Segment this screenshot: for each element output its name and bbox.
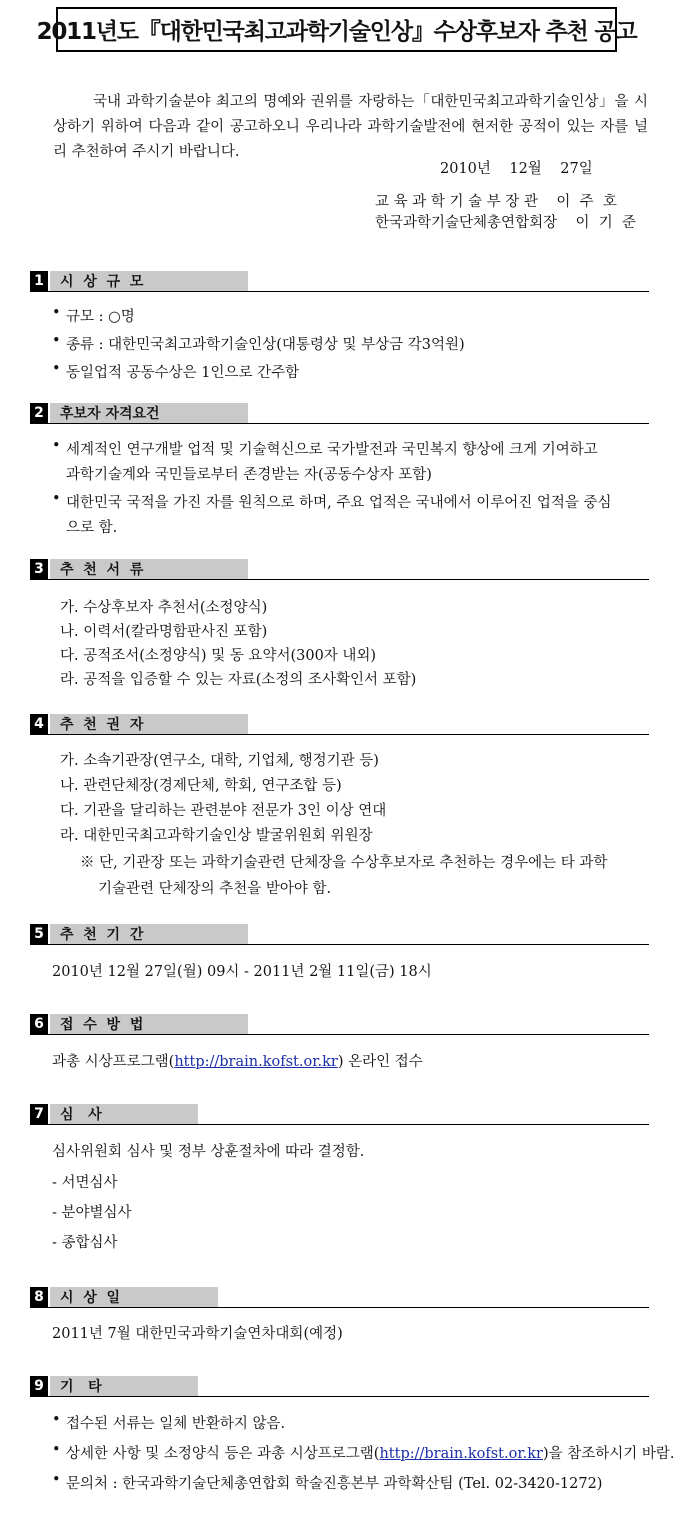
title-box — [36, 7, 637, 52]
brain-link[interactable]: http://brain.kofst.or.kr — [174, 1054, 338, 1070]
list-item: • 접수된 서류는 일체 반환하지 않음. — [66, 1412, 285, 1433]
list-item: - 서면심사 — [52, 1175, 118, 1191]
section-label: 후보자 자격요건 — [50, 403, 248, 423]
section-number: 2 — [30, 403, 48, 423]
list-item: • 종류 : 대한민국최고과학기술인상(대통령상 및 부상금 각3억원) — [66, 333, 465, 354]
brain-link[interactable]: http://brain.kofst.or.kr — [379, 1446, 543, 1462]
list-item-continuation: 과학기술계와 국민들로부터 존경받는 자(공동수상자 포함) — [66, 467, 432, 483]
section-rule — [30, 1124, 649, 1125]
reference-suffix: )을 참조하시기 바람. — [542, 1446, 675, 1462]
section-label: 추 천 권 자 — [50, 714, 248, 734]
section-rule — [30, 579, 649, 580]
review-intro: 심사위원회 심사 및 정부 상훈절차에 따라 결정함. — [52, 1144, 365, 1160]
section-label: 추 천 서 류 — [50, 559, 248, 579]
note-text-continuation: 기술관련 단체장의 추천을 받아야 함. — [98, 881, 332, 897]
section-rule — [30, 423, 649, 424]
intro-paragraph — [53, 90, 648, 165]
submission-suffix: ) 온라인 접수 — [337, 1054, 423, 1070]
section-label: 시 상 일 — [50, 1287, 218, 1307]
list-item-continuation: 으로 함. — [66, 520, 118, 536]
section-number: 7 — [30, 1104, 48, 1124]
list-item: 나. 관련단체장(경제단체, 학회, 연구조합 등) — [60, 778, 342, 794]
award-date-text: 2011년 7월 대한민국과학기술연차대회(예정) — [52, 1326, 343, 1342]
section-number: 5 — [30, 924, 48, 944]
submission-prefix: 과총 시상프로그램( — [52, 1054, 175, 1070]
section-rule — [30, 291, 649, 292]
list-item: • 대한민국 국적을 가진 자를 원칙으로 하며, 주요 업적은 국내에서 이루어진 업적을 중심 — [66, 491, 612, 512]
section-rule — [30, 1307, 649, 1308]
section-number: 3 — [30, 559, 48, 579]
list-item: • 동일업적 공동수상은 1인으로 간주함 — [66, 361, 299, 382]
list-item: 다. 공적조서(소정양식) 및 동 요약서(300자 내외) — [60, 648, 377, 664]
section-number: 4 — [30, 714, 48, 734]
announcement-date: 2010년 12월 27일 — [440, 161, 593, 177]
note-text: ※ 단, 기관장 또는 과학기술관련 단체장을 수상후보자로 추천하는 경우에는 타 과학 — [80, 855, 608, 871]
list-item: 가. 소속기관장(연구소, 대학, 기업체, 행정기관 등) — [60, 753, 379, 769]
signer-federation: 한국과학기술단체총연합회장 이 기 준 — [375, 215, 636, 231]
list-item: - 분야별심사 — [52, 1205, 132, 1221]
list-item: 라. 공적을 입증할 수 있는 자료(소정의 조사확인서 포함) — [60, 672, 417, 688]
section-number: 8 — [30, 1287, 48, 1307]
list-item: • 규모 : ○명 — [66, 305, 135, 326]
list-item: 나. 이력서(칼라명함판사진 포함) — [60, 624, 268, 640]
list-item: - 종합심사 — [52, 1235, 118, 1251]
list-item: • 문의처 : 한국과학기술단체총연합회 학술진흥본부 과학확산팀 (Tel. 02-3420-1272) — [66, 1472, 602, 1493]
section-rule — [30, 1034, 649, 1035]
period-text: 2010년 12월 27일(월) 09시 - 2011년 2월 11일(금) 18시 — [52, 964, 432, 980]
list-item: 라. 대한민국최고과학기술인상 발굴위원회 위원장 — [60, 828, 373, 844]
signer-minister: 교 육 과 학 기 술 부 장 관 이 주 호 — [375, 194, 617, 210]
section-rule — [30, 734, 649, 735]
section-label: 심 사 — [50, 1104, 198, 1124]
section-label: 기 타 — [50, 1376, 198, 1396]
section-number: 9 — [30, 1376, 48, 1396]
list-item: 다. 기관을 달리하는 관련분야 전문가 3인 이상 연대 — [60, 803, 387, 819]
section-rule — [30, 1396, 649, 1397]
section-label: 추 천 기 간 — [50, 924, 248, 944]
list-item: • 세계적인 연구개발 업적 및 기술혁신으로 국가발전과 국민복지 향상에 크게 기여하고 — [66, 438, 598, 459]
section-label: 시 상 규 모 — [50, 271, 248, 291]
page-title: 2011년도『대한민국최고과학기술인상』수상후보자 추천 공고 — [36, 19, 637, 45]
list-item: 가. 수상후보자 추천서(소정양식) — [60, 600, 268, 616]
section-number: 1 — [30, 271, 48, 291]
reference-prefix: 상세한 사항 및 소정양식 등은 과총 시상프로그램( — [66, 1446, 380, 1462]
intro-text: 국내 과학기술분야 최고의 명예와 권위를 자랑하는「대한민국최고과학기술인상」을 시상하기 위하여 다음과 같이 공고하오니 우리나라 과학기술발전에 현저한 공적이 있는 자를 널리 추천하여 주시기 바랍니다. — [53, 94, 648, 160]
section-label: 접 수 방 법 — [50, 1014, 248, 1034]
submission-text — [52, 1050, 423, 1071]
section-number: 6 — [30, 1014, 48, 1034]
list-item — [66, 1442, 675, 1463]
section-rule — [30, 944, 649, 945]
